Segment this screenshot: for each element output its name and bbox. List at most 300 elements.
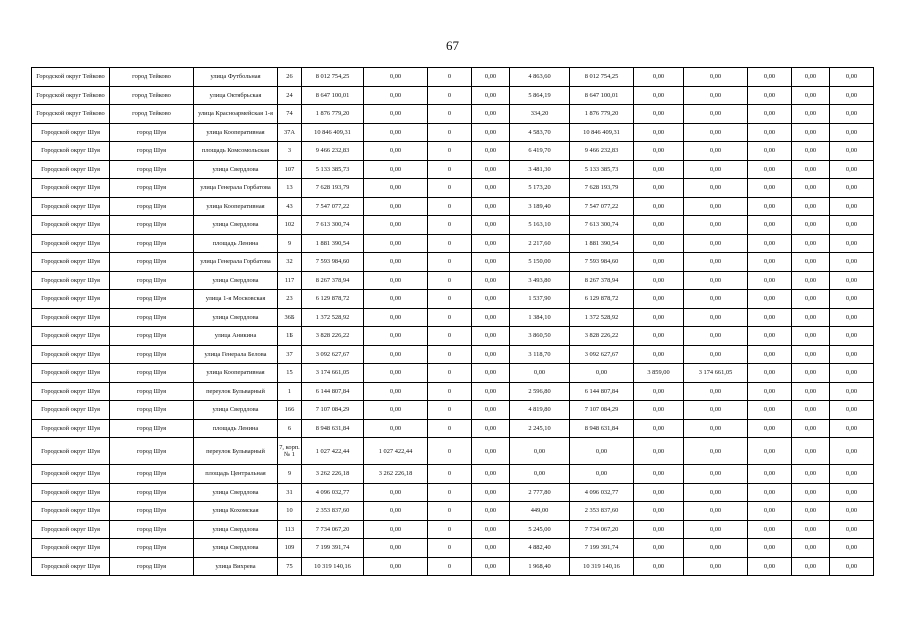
table-cell: 0,00	[748, 68, 792, 87]
table-cell: 0,00	[748, 520, 792, 539]
table-cell: 1 372 528,92	[570, 308, 634, 327]
table-cell: 0,00	[830, 382, 874, 401]
table-cell: 0	[428, 520, 472, 539]
table-cell: 7 593 984,60	[302, 253, 364, 272]
table-cell: 0,00	[684, 327, 748, 346]
table-cell: 0	[428, 142, 472, 161]
table-cell: 0,00	[792, 290, 830, 309]
table-cell: город Шуя	[110, 345, 194, 364]
table-cell: улица Красноармейская 1-я	[194, 105, 278, 124]
table-cell: 7 593 984,60	[570, 253, 634, 272]
table-cell: 1 876 779,20	[302, 105, 364, 124]
table-cell: 1 968,40	[510, 557, 570, 576]
table-cell: 0,00	[792, 327, 830, 346]
table-cell: 8 647 100,01	[302, 86, 364, 105]
table-cell: 0,00	[830, 197, 874, 216]
table-cell: 4 863,60	[510, 68, 570, 87]
table-cell: 0,00	[792, 419, 830, 438]
table-cell: город Шуя	[110, 557, 194, 576]
table-cell: 6 419,70	[510, 142, 570, 161]
table-cell: 0,00	[684, 465, 748, 484]
table-cell: город Шуя	[110, 179, 194, 198]
table-cell: 9 466 232,83	[302, 142, 364, 161]
table-cell: улица Кооперативная	[194, 197, 278, 216]
table-cell: 26	[278, 68, 302, 87]
table-cell: 0,00	[472, 86, 510, 105]
table-cell: город Шуя	[110, 234, 194, 253]
table-cell: 7 199 391,74	[302, 539, 364, 558]
table-cell: 0,00	[364, 520, 428, 539]
table-cell: 0,00	[830, 483, 874, 502]
table-cell: 0,00	[830, 68, 874, 87]
housing-registry-table	[31, 67, 874, 576]
table-cell: 0,00	[792, 364, 830, 383]
table-cell: 0,00	[364, 234, 428, 253]
table-cell: 6 144 807,84	[570, 382, 634, 401]
table-cell: 0,00	[748, 234, 792, 253]
table-cell: 0,00	[684, 308, 748, 327]
table-cell: Городской округ Шуя	[32, 438, 110, 465]
table-cell: город Шуя	[110, 290, 194, 309]
table-cell: 6 129 878,72	[302, 290, 364, 309]
table-cell: 0,00	[634, 68, 684, 87]
table-cell: 1 537,90	[510, 290, 570, 309]
table-cell: 8 267 378,94	[302, 271, 364, 290]
table-cell: 0	[428, 401, 472, 420]
table-cell: 0	[428, 438, 472, 465]
table-cell: улица Кооперативная	[194, 123, 278, 142]
table-cell: 0,00	[684, 179, 748, 198]
table-cell: 0,00	[684, 419, 748, 438]
table-cell: 0,00	[472, 557, 510, 576]
table-row	[32, 419, 874, 438]
table-cell: город Шуя	[110, 438, 194, 465]
table-cell: 0,00	[634, 483, 684, 502]
table-cell: 0,00	[792, 382, 830, 401]
table-cell: 0,00	[830, 86, 874, 105]
table-cell: 75	[278, 557, 302, 576]
table-cell: 0,00	[684, 234, 748, 253]
table-cell: улица Вихрева	[194, 557, 278, 576]
table-cell: 7 547 077,22	[570, 197, 634, 216]
table-cell: 0,00	[634, 557, 684, 576]
table-cell: 0,00	[472, 419, 510, 438]
table-cell: 0	[428, 86, 472, 105]
table-cell: 7 734 067,20	[570, 520, 634, 539]
table-cell: 0,00	[792, 438, 830, 465]
table-cell: 0	[428, 253, 472, 272]
table-cell: 0,00	[830, 520, 874, 539]
table-cell: улица Футбольная	[194, 68, 278, 87]
table-row	[32, 502, 874, 521]
table-cell: 4 882,40	[510, 539, 570, 558]
table-cell: 107	[278, 160, 302, 179]
table-cell: 0	[428, 382, 472, 401]
table-cell: город Шуя	[110, 419, 194, 438]
table-cell: 1 881 390,54	[570, 234, 634, 253]
table-cell: 0	[428, 68, 472, 87]
table-cell: 0,00	[634, 179, 684, 198]
table-cell: 0	[428, 557, 472, 576]
table-cell: 0,00	[830, 160, 874, 179]
table-cell: улица Свердлова	[194, 160, 278, 179]
table-cell: 7 107 084,29	[570, 401, 634, 420]
table-cell: 37А	[278, 123, 302, 142]
table-cell: 3	[278, 142, 302, 161]
table-cell: 0,00	[830, 502, 874, 521]
table-cell: 0,00	[748, 142, 792, 161]
table-cell: 0	[428, 419, 472, 438]
table-row	[32, 308, 874, 327]
table-cell: 0,00	[364, 271, 428, 290]
table-cell: город Шуя	[110, 483, 194, 502]
table-cell: 0,00	[792, 271, 830, 290]
table-cell: 0,00	[364, 160, 428, 179]
table-cell: 36Б	[278, 308, 302, 327]
table-cell: 0,00	[364, 68, 428, 87]
table-cell: 4 819,80	[510, 401, 570, 420]
table-cell: 0,00	[364, 345, 428, 364]
table-cell: 0,00	[748, 271, 792, 290]
table-cell: 43	[278, 197, 302, 216]
table-cell: 0,00	[634, 345, 684, 364]
table-cell: 0,00	[472, 271, 510, 290]
table-cell: 8 012 754,25	[570, 68, 634, 87]
table-cell: 0,00	[792, 253, 830, 272]
table-cell: 0,00	[792, 160, 830, 179]
table-cell: 0,00	[634, 216, 684, 235]
table-cell: 0,00	[472, 483, 510, 502]
table-cell: 5 163,10	[510, 216, 570, 235]
table-cell: Городской округ Тейково	[32, 86, 110, 105]
table-cell: 0,00	[684, 520, 748, 539]
table-cell: 0,00	[634, 382, 684, 401]
table-cell: город Шуя	[110, 142, 194, 161]
table-cell: 449,00	[510, 502, 570, 521]
table-row	[32, 483, 874, 502]
table-cell: Городской округ Тейково	[32, 105, 110, 124]
table-cell: 0,00	[472, 290, 510, 309]
table-cell: 0	[428, 327, 472, 346]
table-cell: 0,00	[570, 465, 634, 484]
table-cell: 3 092 627,67	[570, 345, 634, 364]
table-cell: 0,00	[748, 327, 792, 346]
table-cell: 7, корп. № 1	[278, 438, 302, 465]
table-cell: 0,00	[634, 327, 684, 346]
table-cell: площадь Комсомольская	[194, 142, 278, 161]
table-cell: город Шуя	[110, 271, 194, 290]
table-cell: Городской округ Шуя	[32, 197, 110, 216]
table-cell: 5 150,00	[510, 253, 570, 272]
table-cell: улица Свердлова	[194, 520, 278, 539]
table-row	[32, 290, 874, 309]
table-cell: Городской округ Шуя	[32, 142, 110, 161]
table-cell: 0,00	[684, 502, 748, 521]
table-cell: 0,00	[472, 142, 510, 161]
table-cell: 0,00	[364, 382, 428, 401]
table-row	[32, 68, 874, 87]
table-row	[32, 345, 874, 364]
table-cell: 0,00	[364, 253, 428, 272]
table-cell: 8 267 378,94	[570, 271, 634, 290]
table-cell: 0,00	[830, 271, 874, 290]
table-cell: Городской округ Шуя	[32, 216, 110, 235]
table-row	[32, 401, 874, 420]
table-cell: Городской округ Шуя	[32, 123, 110, 142]
table-cell: 0,00	[792, 68, 830, 87]
table-cell: 10 319 140,16	[570, 557, 634, 576]
table-cell: 0,00	[748, 179, 792, 198]
table-cell: город Шуя	[110, 401, 194, 420]
table-cell: 1 384,10	[510, 308, 570, 327]
table-cell: 0	[428, 539, 472, 558]
table-cell: 0,00	[634, 419, 684, 438]
table-cell: 0,00	[748, 160, 792, 179]
table-cell: 3 493,80	[510, 271, 570, 290]
table-cell: 0,00	[472, 364, 510, 383]
table-cell: 0,00	[364, 308, 428, 327]
table-cell: город Шуя	[110, 197, 194, 216]
table-cell: 0,00	[472, 382, 510, 401]
table-cell: 0,00	[830, 308, 874, 327]
table-cell: 0	[428, 271, 472, 290]
table-cell: улица Свердлова	[194, 401, 278, 420]
table-cell: 0	[428, 465, 472, 484]
table-cell: 0,00	[684, 123, 748, 142]
table-cell: город Шуя	[110, 465, 194, 484]
table-cell: 0,00	[684, 382, 748, 401]
table-cell: 0,00	[792, 86, 830, 105]
table-cell: 113	[278, 520, 302, 539]
table-cell: 0,00	[684, 483, 748, 502]
table-cell: 0,00	[472, 539, 510, 558]
table-cell: 32	[278, 253, 302, 272]
table-cell: город Шуя	[110, 382, 194, 401]
table-cell: 2 245,10	[510, 419, 570, 438]
table-cell: 0,00	[748, 123, 792, 142]
table-cell: 6 129 878,72	[570, 290, 634, 309]
table-cell: город Шуя	[110, 327, 194, 346]
table-cell: Городской округ Шуя	[32, 401, 110, 420]
page-number: 67	[446, 38, 459, 53]
table-cell: 0,00	[830, 364, 874, 383]
table-cell: 0,00	[684, 86, 748, 105]
table-cell: 5 133 385,73	[302, 160, 364, 179]
table-cell: 0,00	[684, 557, 748, 576]
table-row	[32, 465, 874, 484]
table-cell: 0,00	[684, 160, 748, 179]
table-cell: 0,00	[748, 253, 792, 272]
table-cell: город Шуя	[110, 539, 194, 558]
table-cell: 0,00	[748, 308, 792, 327]
table-cell: 109	[278, 539, 302, 558]
table-cell: 0,00	[472, 105, 510, 124]
table-cell: Городской округ Шуя	[32, 253, 110, 272]
table-cell: 1Б	[278, 327, 302, 346]
table-cell: 0,00	[634, 197, 684, 216]
table-cell: 0,00	[634, 142, 684, 161]
table-cell: 9	[278, 234, 302, 253]
table-cell: 2 353 837,60	[302, 502, 364, 521]
table-cell: Городской округ Шуя	[32, 419, 110, 438]
table-cell: 0	[428, 216, 472, 235]
table-cell: Городской округ Шуя	[32, 234, 110, 253]
table-cell: Городской округ Шуя	[32, 160, 110, 179]
table-cell: Городской округ Шуя	[32, 364, 110, 383]
table-cell: Городской округ Шуя	[32, 465, 110, 484]
table-row	[32, 86, 874, 105]
table-cell: город Шуя	[110, 502, 194, 521]
table-cell: улица Свердлова	[194, 271, 278, 290]
table-cell: 0,00	[472, 253, 510, 272]
table-cell: 8 948 631,84	[302, 419, 364, 438]
table-cell: 0,00	[364, 364, 428, 383]
table-cell: 3 828 226,22	[570, 327, 634, 346]
table-cell: 0,00	[510, 465, 570, 484]
table-cell: Городской округ Шуя	[32, 483, 110, 502]
table-cell: 0,00	[684, 253, 748, 272]
table-cell: 1 876 779,20	[570, 105, 634, 124]
table-cell: 0,00	[684, 142, 748, 161]
table-cell: город Шуя	[110, 160, 194, 179]
table-cell: 4 096 032,77	[570, 483, 634, 502]
table-cell: 0,00	[748, 483, 792, 502]
table-row	[32, 327, 874, 346]
table-cell: 0,00	[364, 557, 428, 576]
table-cell: 0,00	[634, 86, 684, 105]
table-cell: 0,00	[792, 465, 830, 484]
table-cell: 0,00	[684, 105, 748, 124]
table-cell: 0,00	[684, 290, 748, 309]
table-cell: 31	[278, 483, 302, 502]
table-cell: 0,00	[472, 68, 510, 87]
table-cell: Городской округ Шуя	[32, 502, 110, 521]
table-cell: 0,00	[472, 345, 510, 364]
table-cell: 0,00	[792, 197, 830, 216]
table-cell: 3 174 661,05	[302, 364, 364, 383]
table-cell: площадь Центральная	[194, 465, 278, 484]
table-cell: 117	[278, 271, 302, 290]
table-cell: 0,00	[472, 216, 510, 235]
table-cell: 0,00	[792, 557, 830, 576]
table-cell: 1 027 422,44	[364, 438, 428, 465]
table-cell: 0,00	[792, 345, 830, 364]
table-row	[32, 216, 874, 235]
table-cell: 10	[278, 502, 302, 521]
table-cell: 0,00	[510, 438, 570, 465]
table-cell: 0	[428, 105, 472, 124]
table-cell: 2 596,80	[510, 382, 570, 401]
table-cell: 0	[428, 234, 472, 253]
table-cell: 0,00	[792, 234, 830, 253]
table-cell: улица Аникина	[194, 327, 278, 346]
table-cell: 0	[428, 364, 472, 383]
table-cell: 0,00	[472, 327, 510, 346]
table-cell: улица Кохомская	[194, 502, 278, 521]
table-cell: город Шуя	[110, 364, 194, 383]
table-cell: 0,00	[792, 123, 830, 142]
table-cell: Городской округ Шуя	[32, 539, 110, 558]
table-cell: 10 846 409,31	[570, 123, 634, 142]
table-cell: 0,00	[748, 502, 792, 521]
table-cell: 0,00	[748, 382, 792, 401]
table-cell: 0,00	[364, 539, 428, 558]
table-row	[32, 142, 874, 161]
table-cell: 0,00	[792, 502, 830, 521]
table-cell: 3 859,00	[634, 364, 684, 383]
table-cell: 0,00	[830, 327, 874, 346]
table-cell: 5 133 385,73	[570, 160, 634, 179]
table-cell: 3 262 226,18	[364, 465, 428, 484]
table-row	[32, 520, 874, 539]
table-cell: 0	[428, 290, 472, 309]
table-cell: 1 027 422,44	[302, 438, 364, 465]
table-row	[32, 438, 874, 465]
table-cell: 0,00	[364, 419, 428, 438]
table-cell: 3 262 226,18	[302, 465, 364, 484]
table-cell: 13	[278, 179, 302, 198]
table-cell: 0,00	[684, 539, 748, 558]
table-cell: город Шуя	[110, 216, 194, 235]
table-row	[32, 179, 874, 198]
table-cell: 334,20	[510, 105, 570, 124]
table-cell: 0,00	[472, 401, 510, 420]
table-cell: город Шуя	[110, 253, 194, 272]
table-row	[32, 234, 874, 253]
table-cell: 3 174 661,05	[684, 364, 748, 383]
table-cell: 0,00	[748, 290, 792, 309]
table-cell: 0,00	[748, 345, 792, 364]
table-cell: улица Свердлова	[194, 216, 278, 235]
table-cell: 0,00	[830, 179, 874, 198]
table-cell: 0,00	[364, 401, 428, 420]
table-cell: 0,00	[792, 539, 830, 558]
table-cell: 0,00	[830, 465, 874, 484]
table-cell: 0	[428, 345, 472, 364]
table-cell: 0,00	[792, 216, 830, 235]
table-cell: 0	[428, 483, 472, 502]
table-cell: площадь Ленина	[194, 234, 278, 253]
table-cell: Городской округ Тейково	[32, 68, 110, 87]
table-cell: 8 948 631,84	[570, 419, 634, 438]
table-cell: 7 734 067,20	[302, 520, 364, 539]
table-cell: 5 864,19	[510, 86, 570, 105]
table-cell: 0,00	[748, 86, 792, 105]
table-cell: Городской округ Шуя	[32, 520, 110, 539]
table-cell: 7 199 391,74	[570, 539, 634, 558]
table-cell: улица Октябрьская	[194, 86, 278, 105]
table-cell: 4 096 032,77	[302, 483, 364, 502]
table-cell: переулок Бульварный	[194, 382, 278, 401]
table-cell: 0,00	[472, 234, 510, 253]
table-cell: 0,00	[748, 105, 792, 124]
table-cell: 0,00	[792, 105, 830, 124]
table-cell: 0,00	[792, 308, 830, 327]
table-cell: 0,00	[748, 364, 792, 383]
table-cell: 3 828 226,22	[302, 327, 364, 346]
table-cell: 0	[428, 197, 472, 216]
table-cell: 0,00	[830, 216, 874, 235]
table-cell: 0,00	[830, 123, 874, 142]
table-row	[32, 271, 874, 290]
table-cell: Городской округ Шуя	[32, 271, 110, 290]
table-cell: город Шуя	[110, 308, 194, 327]
table-cell: 0	[428, 160, 472, 179]
table-cell: улица Кооперативная	[194, 364, 278, 383]
table-cell: 0,00	[364, 290, 428, 309]
table-cell: 166	[278, 401, 302, 420]
table-cell: 0,00	[472, 438, 510, 465]
